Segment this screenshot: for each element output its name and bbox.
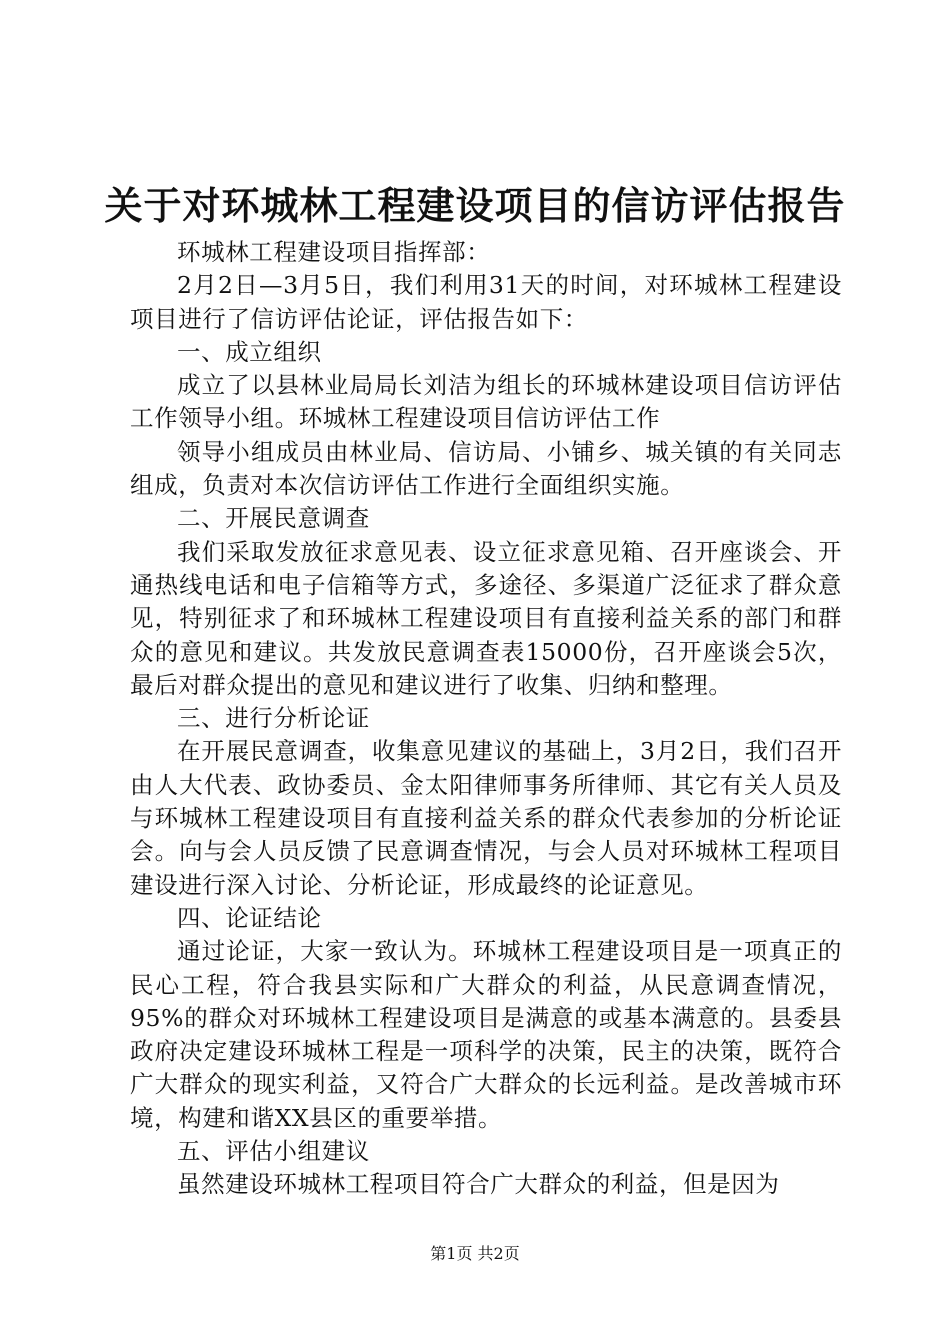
- paragraph: 虽然建设环城林工程项目符合广大群众的利益，但是因为: [177, 1170, 780, 1199]
- document-body: [130, 236, 842, 1202]
- section-heading: 四、论证结论: [177, 903, 322, 932]
- document-title: 关于对环城林工程建设项目的信访评估报告: [104, 183, 846, 228]
- paragraph: 成立了以县林业局局长刘洁为组长的环城林建设项目信访评估工作领导小组。环城林工程建设项目信访评估工作: [130, 371, 842, 433]
- section-heading: 五、评估小组建议: [177, 1137, 370, 1166]
- salutation: 环城林工程建设项目指挥部：: [177, 238, 491, 266]
- page-footer: 第1页 共2页: [430, 1244, 520, 1263]
- paragraph: 领导小组成员由林业局、信访局、小铺乡、城关镇的有关同志组成，负责对本次信访评估工作进行全面组织实施。: [130, 437, 842, 500]
- section-heading: 二、开展民意调查: [177, 504, 370, 533]
- paragraph: 2月2日—3月5日，我们利用31天的时间，对环城林工程建设项目进行了信访评估论证，评估报告如下：: [130, 271, 842, 333]
- section-heading: 三、进行分析论证: [177, 704, 370, 733]
- paragraph: 通过论证，大家一致认为。环城林工程建设项目是一项真正的民心工程，符合我县实际和广大群众的利益，从民意调查情况，95%的群众对环城林工程建设项目是满意的或基本满意的。县委县政府决定建设环城林工程是一项科学的决策，民主的决策，既符合广大群众的现实利益，又符合广大群众的长远利益。是改善城市环境，构建和谐XX县区的重要举措。: [130, 937, 842, 1132]
- section-heading: 一、成立组织: [177, 337, 322, 366]
- paragraph: 我们采取发放征求意见表、设立征求意见箱、召开座谈会、开通热线电话和电子信箱等方式，多途径、多渠道广泛征求了群众意见，特别征求了和环城林工程建设项目有直接利益关系的部门和群众的意见和建议。共发放民意调查表15000份，召开座谈会5次，最后对群众提出的意见和建议进行了收集、归纳和整理。: [130, 537, 842, 699]
- paragraph: 在开展民意调查，收集意见建议的基础上，3月2日，我们召开由人大代表、政协委员、金太阳律师事务所律师、其它有关人员及与环城林工程建设项目有直接利益关系的群众代表参加的分析论证会。向与会人员反馈了民意调查情况，与会人员对环城林工程项目建设进行深入讨论、分析论证，形成最终的论证意见。: [130, 737, 842, 899]
